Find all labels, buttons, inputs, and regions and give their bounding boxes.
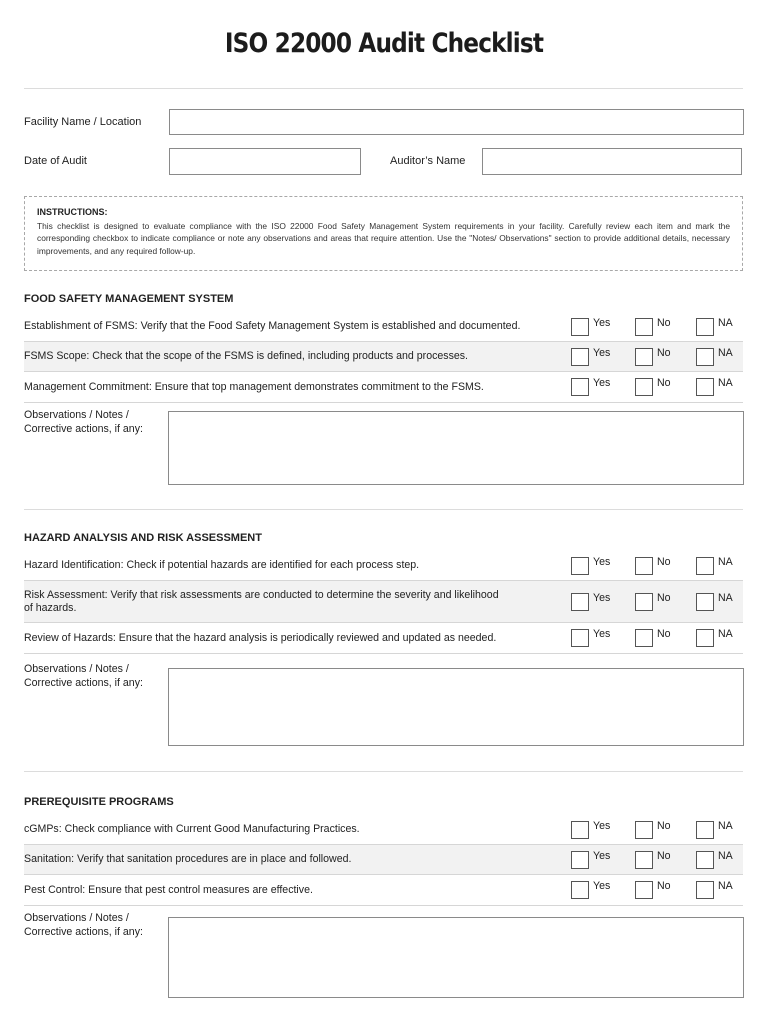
na-option[interactable] bbox=[696, 348, 733, 366]
observations-label bbox=[24, 408, 164, 436]
no-checkbox[interactable] bbox=[635, 557, 653, 575]
item-text: Establishment of FSMS: Verify that the Food Safety Management System is established and documented. bbox=[24, 320, 521, 332]
yes-option[interactable] bbox=[571, 557, 610, 575]
no-checkbox[interactable] bbox=[635, 593, 653, 611]
na-label: NA bbox=[718, 628, 733, 640]
no-option[interactable] bbox=[635, 557, 671, 575]
observations-label-line2: Corrective actions, if any: bbox=[24, 677, 143, 689]
na-label: NA bbox=[718, 316, 733, 329]
no-option[interactable] bbox=[635, 851, 671, 869]
na-label: NA bbox=[718, 555, 733, 568]
na-checkbox[interactable] bbox=[696, 593, 714, 611]
checklist-row bbox=[24, 551, 743, 581]
item-text: Review of Hazards: Ensure that the hazard analysis is periodically reviewed and updated as needed. bbox=[24, 631, 497, 644]
na-option[interactable] bbox=[696, 557, 733, 575]
no-option[interactable] bbox=[635, 318, 671, 336]
no-label: No bbox=[657, 591, 671, 604]
checklist-row bbox=[24, 312, 743, 342]
yes-option[interactable] bbox=[571, 629, 610, 647]
divider bbox=[24, 771, 743, 772]
date-label: Date of Audit bbox=[24, 155, 87, 167]
auditor-label: Auditor’s Name bbox=[390, 155, 466, 167]
yes-label: Yes bbox=[593, 628, 611, 640]
item-text: Hazard Identification: Check if potential hazards are identified for each process step. bbox=[24, 559, 420, 571]
na-label: NA bbox=[718, 849, 733, 862]
divider bbox=[24, 88, 743, 89]
item-text: Management Commitment: Ensure that top management demonstrates commitment to the FSMS. bbox=[24, 380, 484, 393]
item-text: Sanitation: Verify that sanitation procedures are in place and followed. bbox=[24, 853, 352, 865]
checklist-row bbox=[24, 581, 743, 623]
no-label: No bbox=[657, 849, 671, 862]
yes-label: Yes bbox=[593, 316, 611, 329]
na-label: NA bbox=[718, 819, 733, 832]
yes-option[interactable] bbox=[571, 851, 610, 869]
no-label: No bbox=[657, 628, 671, 640]
section-title: FOOD SAFETY MANAGEMENT SYSTEM bbox=[24, 293, 234, 305]
observations-label-line1: Observations / Notes / bbox=[24, 663, 129, 675]
na-option[interactable] bbox=[696, 318, 733, 336]
yes-checkbox[interactable] bbox=[571, 557, 589, 575]
yes-checkbox[interactable] bbox=[571, 318, 589, 336]
yes-checkbox[interactable] bbox=[571, 881, 589, 899]
no-label: No bbox=[657, 346, 671, 359]
yes-checkbox[interactable] bbox=[571, 593, 589, 611]
no-checkbox[interactable] bbox=[635, 378, 653, 396]
observations-label bbox=[24, 911, 164, 939]
facility-label: Facility Name / Location bbox=[24, 116, 142, 128]
no-label: No bbox=[657, 377, 671, 389]
no-option[interactable] bbox=[635, 348, 671, 366]
na-option[interactable] bbox=[696, 378, 733, 396]
no-option[interactable] bbox=[635, 821, 671, 839]
yes-option[interactable] bbox=[571, 348, 610, 366]
na-label: NA bbox=[718, 377, 733, 389]
na-option[interactable] bbox=[696, 821, 733, 839]
na-label: NA bbox=[718, 880, 733, 892]
observations-textarea[interactable] bbox=[168, 668, 744, 746]
item-text: FSMS Scope: Check that the scope of the FSMS is defined, including products and processes. bbox=[24, 350, 468, 362]
no-option[interactable] bbox=[635, 881, 671, 899]
yes-label: Yes bbox=[593, 591, 611, 604]
na-option[interactable] bbox=[696, 629, 733, 647]
no-checkbox[interactable] bbox=[635, 348, 653, 366]
yes-checkbox[interactable] bbox=[571, 821, 589, 839]
no-label: No bbox=[657, 819, 671, 832]
observations-label-line1: Observations / Notes / bbox=[24, 409, 129, 421]
divider bbox=[24, 509, 743, 510]
no-checkbox[interactable] bbox=[635, 851, 653, 869]
na-checkbox[interactable] bbox=[696, 348, 714, 366]
checklist-row bbox=[24, 342, 743, 372]
no-checkbox[interactable] bbox=[635, 881, 653, 899]
item-text: Risk Assessment: Verify that risk assessments are conducted to determine the severity and likelihood of hazards. bbox=[24, 588, 499, 614]
na-checkbox[interactable] bbox=[696, 318, 714, 336]
no-option[interactable] bbox=[635, 378, 671, 396]
checklist-row bbox=[24, 845, 743, 875]
instructions-box bbox=[24, 196, 743, 271]
na-option[interactable] bbox=[696, 881, 733, 899]
yes-label: Yes bbox=[593, 880, 611, 892]
item-text: cGMPs: Check compliance with Current Good Manufacturing Practices. bbox=[24, 823, 360, 835]
section-title: PREREQUISITE PROGRAMS bbox=[24, 796, 174, 808]
item-text: Pest Control: Ensure that pest control measures are effective. bbox=[24, 883, 313, 896]
yes-option[interactable] bbox=[571, 318, 610, 336]
yes-option[interactable] bbox=[571, 821, 610, 839]
yes-checkbox[interactable] bbox=[571, 851, 589, 869]
na-checkbox[interactable] bbox=[696, 629, 714, 647]
no-label: No bbox=[657, 880, 671, 892]
yes-label: Yes bbox=[593, 819, 611, 832]
yes-checkbox[interactable] bbox=[571, 629, 589, 647]
na-checkbox[interactable] bbox=[696, 378, 714, 396]
na-option[interactable] bbox=[696, 593, 733, 611]
page-title: ISO 22000 Audit Checklist bbox=[224, 28, 544, 59]
na-label: NA bbox=[718, 346, 733, 359]
yes-label: Yes bbox=[593, 849, 611, 862]
no-option[interactable] bbox=[635, 593, 671, 611]
yes-option[interactable] bbox=[571, 593, 610, 611]
no-label: No bbox=[657, 555, 671, 568]
na-checkbox[interactable] bbox=[696, 821, 714, 839]
yes-label: Yes bbox=[593, 346, 611, 359]
yes-checkbox[interactable] bbox=[571, 378, 589, 396]
observations-label-line2: Corrective actions, if any: bbox=[24, 926, 143, 938]
no-option[interactable] bbox=[635, 629, 671, 647]
na-option[interactable] bbox=[696, 851, 733, 869]
auditor-input[interactable] bbox=[482, 148, 742, 175]
no-label: No bbox=[657, 316, 671, 329]
yes-label: Yes bbox=[593, 555, 611, 568]
yes-checkbox[interactable] bbox=[571, 348, 589, 366]
observations-label-line2: Corrective actions, if any: bbox=[24, 423, 143, 435]
observations-label bbox=[24, 662, 164, 690]
section-title: HAZARD ANALYSIS AND RISK ASSESSMENT bbox=[24, 532, 262, 544]
na-checkbox[interactable] bbox=[696, 851, 714, 869]
na-checkbox[interactable] bbox=[696, 881, 714, 899]
na-checkbox[interactable] bbox=[696, 557, 714, 575]
instructions-heading: INSTRUCTIONS: bbox=[37, 207, 108, 217]
facility-input[interactable] bbox=[169, 109, 744, 135]
observations-textarea[interactable] bbox=[168, 917, 744, 998]
yes-label: Yes bbox=[593, 377, 611, 389]
date-input[interactable] bbox=[169, 148, 361, 175]
checklist-row bbox=[24, 815, 743, 845]
no-checkbox[interactable] bbox=[635, 821, 653, 839]
instructions-text: This checklist is designed to evaluate compliance with the ISO 22000 Food Safety Management System requirements in your facility. Carefully review each item and mark the corresponding checkbox to indicate compliance or note any observations and areas that require attention. Use the "Notes/ Observations" section to provide additional details, necessary improvements, and any required follow-up. bbox=[37, 221, 730, 256]
observations-textarea[interactable] bbox=[168, 411, 744, 485]
checklist-row bbox=[24, 875, 743, 906]
observations-label-line1: Observations / Notes / bbox=[24, 912, 129, 924]
yes-option[interactable] bbox=[571, 378, 610, 396]
checklist-row bbox=[24, 623, 743, 654]
no-checkbox[interactable] bbox=[635, 318, 653, 336]
checklist-row bbox=[24, 372, 743, 403]
na-label: NA bbox=[718, 591, 733, 604]
no-checkbox[interactable] bbox=[635, 629, 653, 647]
yes-option[interactable] bbox=[571, 881, 610, 899]
